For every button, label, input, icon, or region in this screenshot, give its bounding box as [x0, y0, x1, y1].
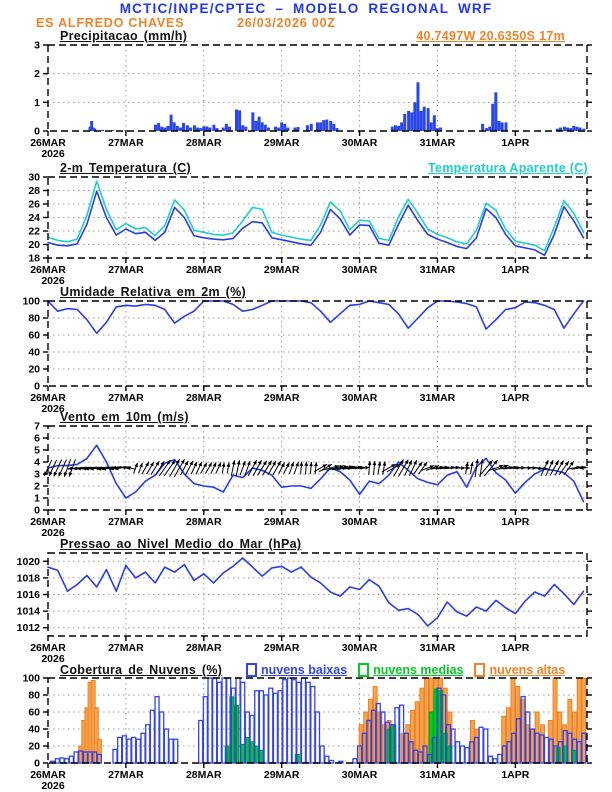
svg-text:28MAR: 28MAR [185, 769, 222, 781]
svg-text:40: 40 [28, 346, 40, 359]
svg-text:2026: 2026 [41, 275, 65, 287]
temperature-chart [28, 172, 592, 288]
svg-text:7: 7 [34, 420, 40, 433]
legend-label-high-clouds: nuvens altas [489, 663, 566, 677]
svg-text:31MAR: 31MAR [419, 392, 456, 404]
svg-text:27MAR: 27MAR [108, 392, 144, 404]
svg-text:27MAR: 27MAR [108, 137, 144, 149]
wind-title: Vento em 10m (m/s) [60, 410, 189, 424]
svg-text:31MAR: 31MAR [419, 642, 456, 654]
pressure-chart [17, 553, 592, 665]
humidity-chart [22, 296, 592, 416]
svg-text:1APR: 1APR [501, 392, 530, 404]
svg-text:26MAR: 26MAR [30, 264, 66, 276]
svg-text:30MAR: 30MAR [341, 392, 378, 404]
svg-text:30MAR: 30MAR [341, 137, 378, 149]
svg-text:1: 1 [34, 96, 40, 109]
svg-text:28MAR: 28MAR [185, 392, 222, 404]
station-name: ES ALFREDO CHAVES [36, 16, 185, 30]
legend-label-mid-clouds: nuvens medias [373, 663, 464, 677]
wind-chart [30, 421, 592, 540]
model-title: MCTIC/INPE/CPTEC – MODELO REGIONAL WRF [119, 1, 493, 16]
svg-text:1APR: 1APR [501, 137, 530, 149]
svg-text:29MAR: 29MAR [263, 264, 300, 276]
humidity-title: Umidade Relativa em 2m (%) [60, 285, 246, 299]
svg-text:100: 100 [22, 295, 40, 308]
svg-text:1014: 1014 [16, 605, 40, 618]
precipitation-chart [30, 40, 592, 161]
svg-text:28MAR: 28MAR [185, 642, 222, 654]
svg-text:0: 0 [34, 380, 40, 393]
svg-text:2026: 2026 [41, 780, 65, 792]
clouds-chart [22, 673, 592, 792]
svg-text:28MAR: 28MAR [185, 137, 222, 149]
svg-text:30: 30 [28, 171, 40, 184]
svg-text:26MAR: 26MAR [30, 392, 66, 404]
svg-text:29MAR: 29MAR [263, 516, 300, 528]
svg-text:22: 22 [28, 225, 40, 238]
svg-text:5: 5 [34, 444, 40, 457]
svg-text:18: 18 [28, 252, 40, 265]
svg-text:27MAR: 27MAR [108, 516, 144, 528]
svg-text:60: 60 [28, 329, 40, 342]
svg-text:6: 6 [34, 432, 40, 445]
svg-text:60: 60 [28, 706, 40, 719]
svg-text:0: 0 [34, 757, 40, 770]
svg-text:31MAR: 31MAR [419, 264, 456, 276]
svg-text:27MAR: 27MAR [108, 769, 144, 781]
svg-text:30MAR: 30MAR [341, 642, 378, 654]
svg-text:40: 40 [28, 723, 40, 736]
svg-text:28MAR: 28MAR [185, 264, 222, 276]
svg-text:31MAR: 31MAR [419, 516, 456, 528]
svg-text:3: 3 [34, 39, 40, 52]
svg-text:1APR: 1APR [501, 264, 530, 276]
svg-text:2: 2 [34, 480, 40, 493]
clouds-title: Cobertura de Nuvens (%) [60, 663, 223, 677]
svg-text:31MAR: 31MAR [419, 137, 456, 149]
svg-text:2: 2 [34, 68, 40, 81]
svg-text:80: 80 [28, 312, 40, 325]
run-datetime: 26/03/2026 00Z [237, 16, 336, 30]
svg-text:1APR: 1APR [501, 642, 530, 654]
svg-text:1016: 1016 [16, 589, 40, 601]
svg-text:28: 28 [28, 185, 40, 197]
svg-text:29MAR: 29MAR [263, 769, 300, 781]
svg-text:27MAR: 27MAR [108, 642, 144, 654]
svg-text:29MAR: 29MAR [263, 392, 300, 404]
svg-text:30MAR: 30MAR [341, 769, 378, 781]
station-coordinates: 40.7497W 20.6350S 17m [416, 29, 565, 43]
svg-text:31MAR: 31MAR [419, 769, 456, 781]
svg-text:0: 0 [34, 125, 40, 138]
svg-text:26MAR: 26MAR [30, 642, 66, 654]
svg-text:26MAR: 26MAR [30, 516, 66, 528]
svg-text:30MAR: 30MAR [341, 264, 378, 276]
svg-text:100: 100 [22, 672, 40, 685]
svg-text:1012: 1012 [16, 622, 40, 635]
apparent-temperature-label: Temperatura Aparente (C) [427, 161, 588, 175]
svg-text:2026: 2026 [41, 653, 65, 665]
temperature-title: 2-m Temperatura (C) [60, 161, 192, 175]
svg-text:2026: 2026 [41, 148, 65, 160]
svg-text:2026: 2026 [41, 403, 65, 415]
svg-text:1018: 1018 [16, 572, 40, 585]
svg-text:1: 1 [34, 492, 40, 505]
svg-text:3: 3 [34, 468, 40, 481]
legend-label-low-clouds: nuvens baixas [261, 663, 348, 677]
pressure-title: Pressao ao Nivel Medio do Mar (hPa) [60, 537, 302, 551]
svg-text:29MAR: 29MAR [263, 642, 300, 654]
svg-text:4: 4 [34, 456, 40, 469]
svg-text:20: 20 [28, 239, 40, 251]
svg-text:1020: 1020 [16, 555, 40, 568]
svg-text:26MAR: 26MAR [30, 769, 66, 781]
svg-text:2026: 2026 [41, 527, 65, 539]
svg-text:0: 0 [34, 504, 40, 517]
svg-text:27MAR: 27MAR [108, 264, 144, 276]
precipitation-title: Precipitacao (mm/h) [60, 29, 188, 43]
svg-text:30MAR: 30MAR [341, 516, 378, 528]
svg-text:26: 26 [28, 198, 40, 211]
svg-text:28MAR: 28MAR [185, 516, 222, 528]
svg-text:26MAR: 26MAR [30, 137, 66, 149]
svg-text:20: 20 [28, 363, 40, 376]
svg-text:24: 24 [28, 212, 40, 224]
svg-text:1APR: 1APR [501, 516, 530, 528]
svg-text:29MAR: 29MAR [263, 137, 300, 149]
svg-text:20: 20 [28, 740, 40, 753]
svg-text:80: 80 [28, 689, 40, 702]
svg-text:1APR: 1APR [501, 769, 530, 781]
